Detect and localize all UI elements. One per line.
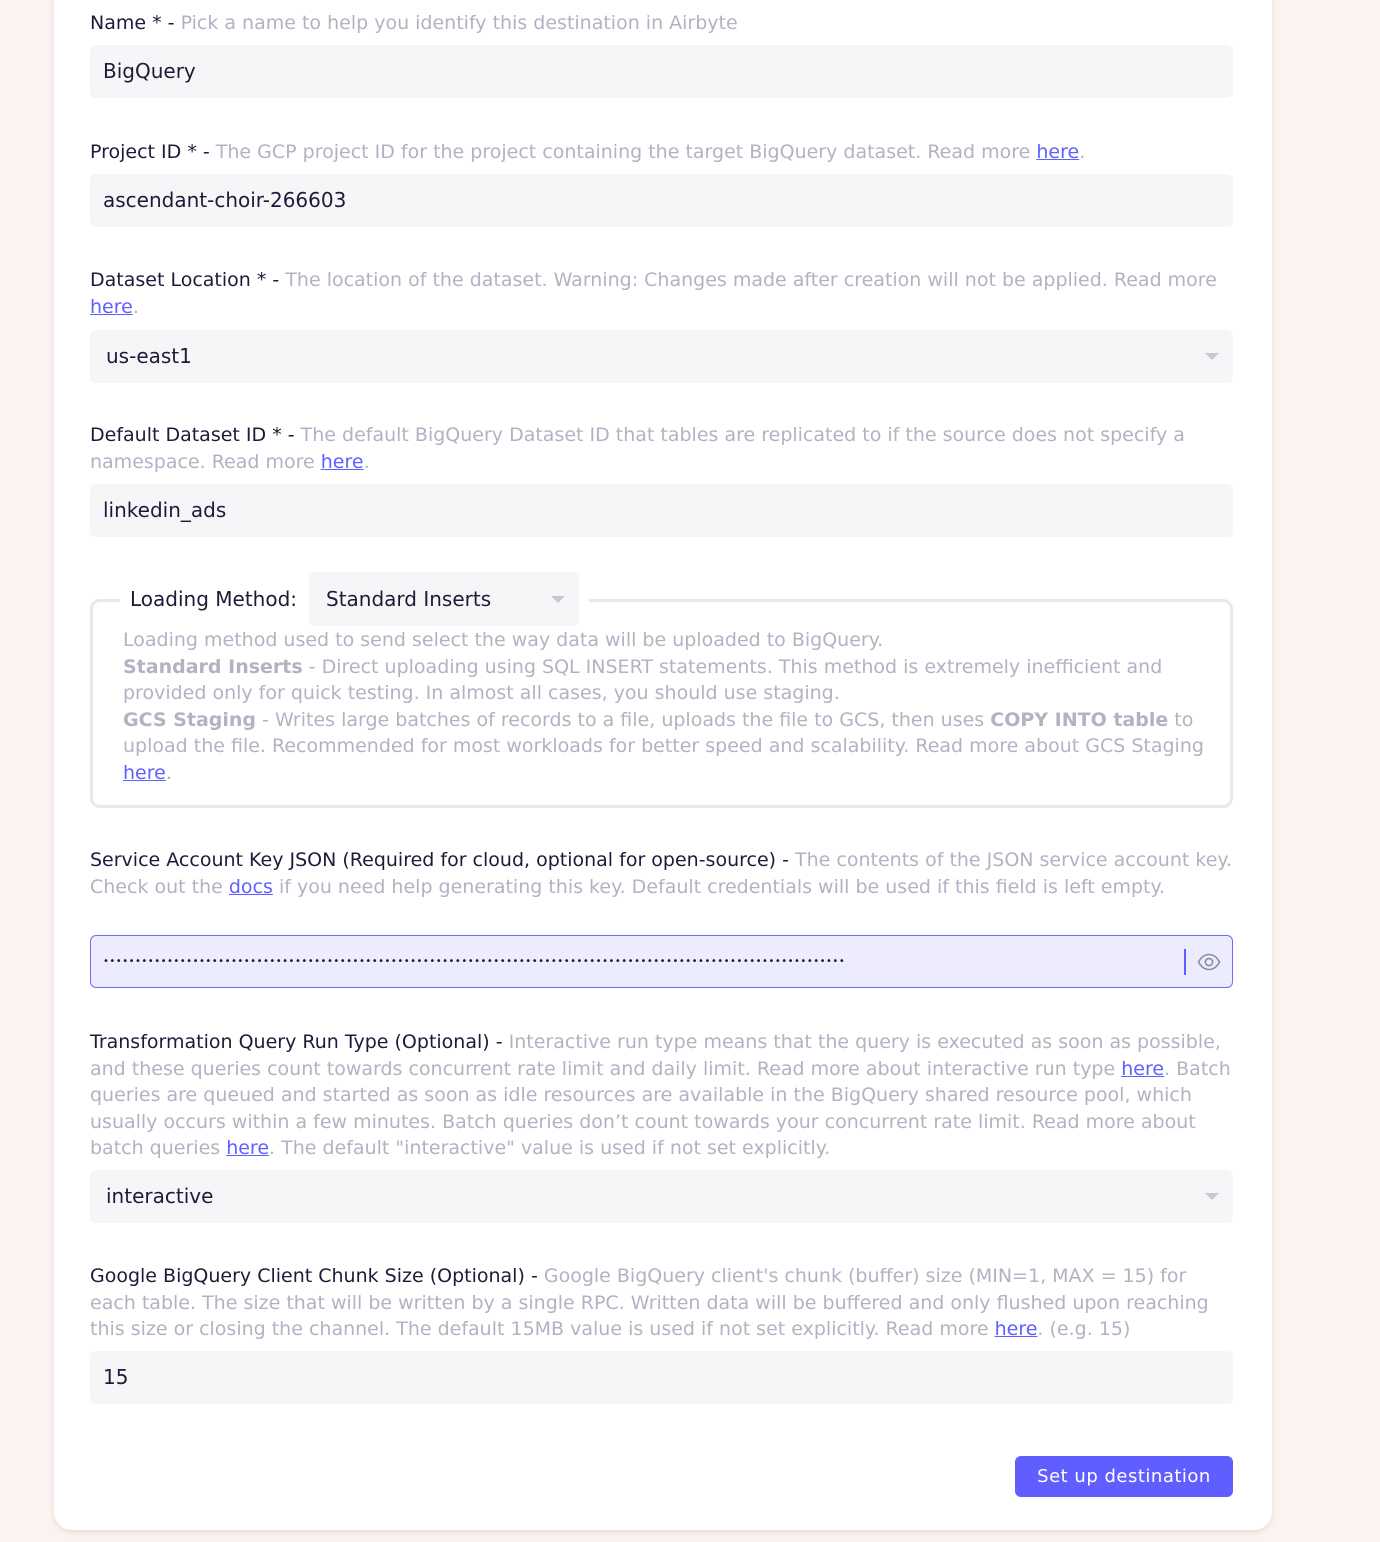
default-dataset-id-input[interactable]: linkedin_ads <box>90 484 1233 537</box>
name-field <box>90 10 1233 83</box>
separator: - <box>287 424 295 446</box>
chevron-down-icon <box>1205 1193 1219 1200</box>
gcs-staging-bold: COPY INTO table <box>990 708 1169 731</box>
separator: - <box>202 141 210 163</box>
project-id-label: Project ID * - The GCP project ID for the project containing the target BigQuery dataset. Read more here. <box>90 141 1086 163</box>
gcs-staging-description: GCS Staging - Writes large batches of records to a file, uploads the file to GCS, then uses COPY INTO table to upload the file. Recommended for most workloads for better speed and scalability. Read more about GCS Staging here. <box>123 708 1204 784</box>
standard-inserts-title: Standard Inserts <box>123 655 303 678</box>
required-mark: * <box>152 12 162 34</box>
read-more-link[interactable]: here <box>1036 141 1080 163</box>
default-dataset-id-label: Default Dataset ID * - The default BigQuery Dataset ID that tables are replicated to if the source does not specify a namespace. Read more here. <box>90 424 1185 473</box>
standard-inserts-text: - Direct uploading using SQL INSERT statements. This method is extremely inefficient and provided only for quick testing. In almost all cases, you should use staging. <box>123 655 1163 704</box>
chevron-down-icon <box>551 596 565 603</box>
required-mark: * <box>187 141 197 163</box>
interactive-link[interactable]: here <box>1121 1057 1165 1080</box>
transformation-priority-label <box>90 1029 1233 1162</box>
selected-value: us-east1 <box>106 344 192 368</box>
service-account-label <box>90 847 1233 900</box>
batch-link[interactable]: here <box>226 1137 270 1159</box>
gcs-staging-text-2: to upload the file. Recommended for most workloads for better speed and scalability. Read more about GCS Staging <box>123 708 1204 757</box>
separator: - <box>272 269 280 291</box>
chunk-size-label <box>90 1263 1233 1343</box>
eye-icon[interactable] <box>1197 950 1221 974</box>
dataset-location-field <box>90 267 1233 368</box>
required-mark: * <box>256 269 267 291</box>
required-mark: * <box>272 424 282 446</box>
field-description-2: . Batch queries are queued and started as soon as idle resources are available in the BigQuery shared resource pool, which usually occurs within a few minutes. Batch queries don’t count towards your concurrent rate limit. Read more about batch queries <box>90 1057 1231 1159</box>
chunk-size-input[interactable]: 15 <box>90 1351 1233 1404</box>
loading-method-label: Loading Method: <box>130 587 298 611</box>
field-description: The GCP project ID for the project containing the target BigQuery dataset. Read more <box>215 141 1031 163</box>
field-title: Dataset Location <box>90 269 251 291</box>
dataset-location-select[interactable] <box>90 330 1233 383</box>
field-title: Default Dataset ID <box>90 424 267 446</box>
read-more-link[interactable]: here <box>320 450 364 473</box>
dataset-location-label: Dataset Location * - The location of the dataset. Warning: Changes made after creation will not be applied. Read more here. <box>90 269 1217 318</box>
selected-value: Standard Inserts <box>326 587 492 611</box>
default-dataset-id-field <box>90 422 1233 522</box>
field-description: Google BigQuery client's chunk (buffer) size (MIN=1, MAX = 15) for each table. The size that will be written by a single RPC. Written data will be buffered and only flushed upon reaching this size or closing the channel. The default 15MB value is used if not set explicitly. Read more <box>90 1265 1209 1340</box>
read-more-link[interactable]: here <box>90 295 133 318</box>
field-title: Service Account Key JSON (Required for cloud, optional for open-source) <box>90 849 777 871</box>
read-more-link[interactable]: here <box>994 1318 1038 1340</box>
standard-inserts-description <box>123 654 1223 707</box>
loading-method-select[interactable] <box>309 572 579 626</box>
field-title: Name <box>90 12 147 34</box>
loading-method-intro: Loading method used to send select the way data will be uploaded to BigQuery. <box>123 629 884 651</box>
separator: - <box>530 1265 538 1287</box>
separator: - <box>782 849 789 871</box>
service-account-input[interactable] <box>90 935 1233 988</box>
project-id-input[interactable]: ascendant-choir-266603 <box>90 174 1233 227</box>
separator: - <box>167 12 175 34</box>
docs-link[interactable]: docs <box>228 875 273 898</box>
text-cursor <box>1184 949 1186 975</box>
project-id-field <box>90 139 1233 212</box>
field-description: The default BigQuery Dataset ID that tables are replicated to if the source does not specify a namespace. Read more <box>90 424 1185 473</box>
gcs-staging-link[interactable]: here <box>123 761 166 784</box>
loading-method-legend <box>120 572 589 626</box>
selected-value: interactive <box>106 1184 214 1208</box>
field-example: . (e.g. 15) <box>1037 1318 1131 1340</box>
field-description-2: if you need help generating this key. Default credentials will be used if this field is left empty. <box>278 875 1166 898</box>
chevron-down-icon <box>1205 353 1219 360</box>
field-description: The location of the dataset. Warning: Changes made after creation will not be applied. Read more <box>285 269 1217 291</box>
field-title: Transformation Query Run Type (Optional) <box>90 1031 490 1053</box>
gcs-staging-title: GCS Staging <box>123 708 257 731</box>
set-up-destination-button[interactable]: Set up destination <box>1015 1456 1233 1497</box>
masked-value: •••••••••••••••••••••••••••••••••••••••••••••••••••••••••••••••••••••••••••••••••••••••••••••••••••••••••••••••••••• <box>103 956 846 967</box>
gcs-staging-text-1: - Writes large batches of records to a file, uploads the file to GCS, then uses <box>256 708 991 731</box>
field-description: Interactive run type means that the query is executed as soon as possible, and these queries count towards concurrent rate limit and daily limit. Read more about interactive run type <box>90 1031 1221 1080</box>
separator: - <box>495 1031 503 1053</box>
field-description-3: . The default "interactive" value is used if not set explicitly. <box>269 1137 831 1159</box>
service-account-field <box>90 847 1233 967</box>
field-title: Google BigQuery Client Chunk Size (Optional) <box>90 1265 525 1287</box>
field-description: The contents of the JSON service account key. Check out the <box>90 849 1232 898</box>
loading-method-description <box>123 627 1223 786</box>
chunk-size-field <box>90 1263 1233 1389</box>
name-label <box>90 10 1233 37</box>
transformation-priority-field <box>90 1029 1233 1208</box>
field-description: Pick a name to help you identify this destination in Airbyte <box>180 12 738 34</box>
transformation-priority-select[interactable] <box>90 1170 1233 1223</box>
field-title: Project ID <box>90 141 182 163</box>
name-input[interactable]: BigQuery <box>90 45 1233 98</box>
